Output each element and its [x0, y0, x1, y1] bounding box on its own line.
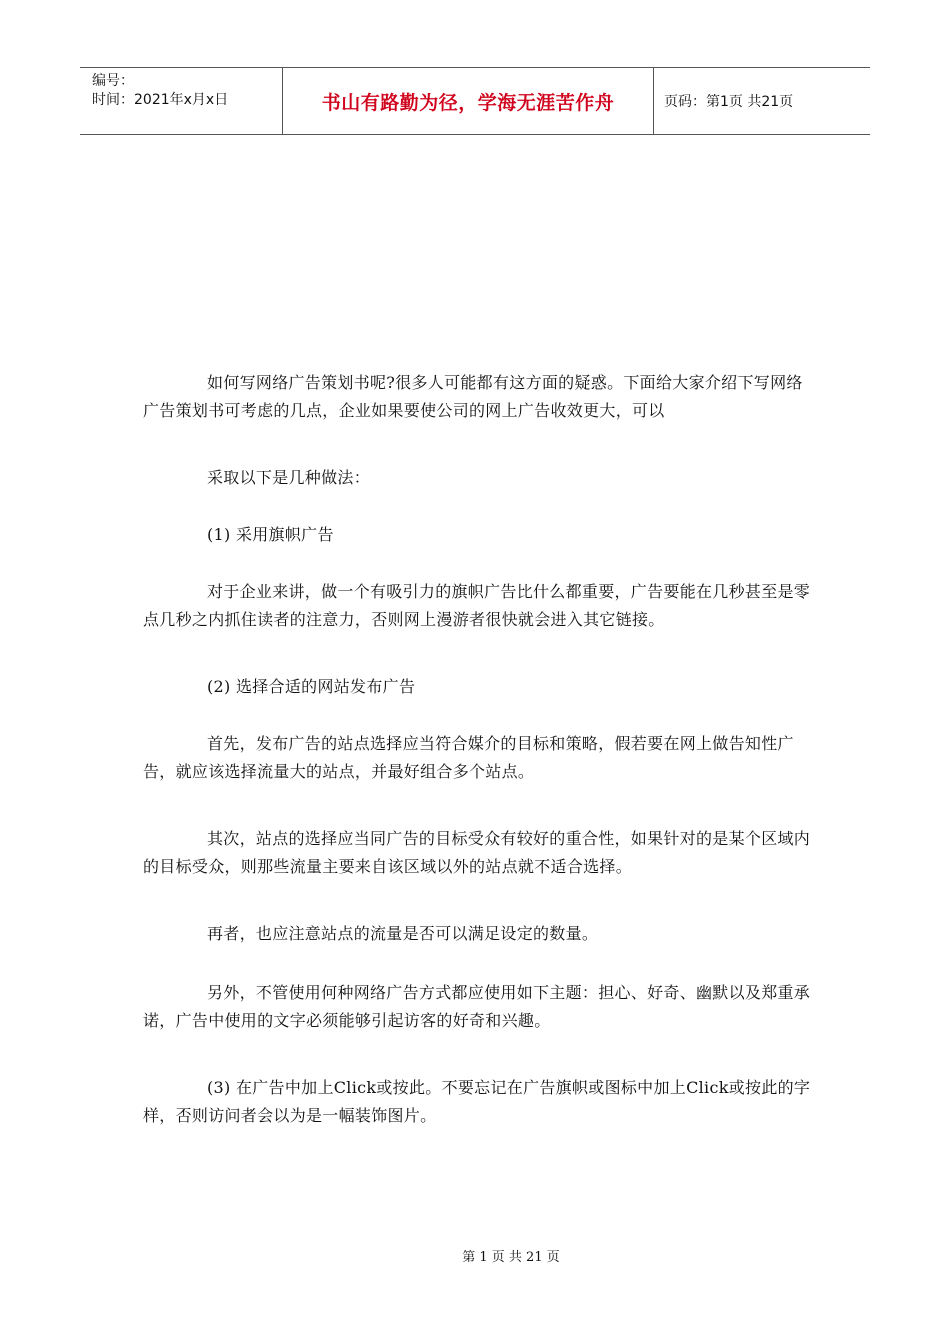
header-motto: 书山有路勤为径，学海无涯苦作舟 [282, 68, 654, 134]
time-label: 时间：2021年x月x日 [92, 92, 229, 108]
section-heading-1: (1) 采用旗帜广告 [207, 525, 334, 544]
header-page-info: 页码：第1页 共21页 [664, 94, 794, 110]
number-label: 编号： [92, 73, 134, 89]
section-heading-2: (2) 选择合适的网站发布广告 [207, 677, 416, 696]
paragraph-intro: 如何写网络广告策划书呢?很多人可能都有这方面的疑惑。下面给大家介绍下写网络广告策划书可考虑的几点，企业如果要使公司的网上广告收效更大，可以 [143, 373, 803, 420]
paragraph-banner-ads: 对于企业来讲，做一个有吸引力的旗帜广告比什么都重要，广告要能在几秒甚至是零点几秒之内抓住读者的注意力，否则网上漫游者很快就会进入其它链接。 [143, 582, 811, 629]
section-heading-3: (3) 在广告中加上Click或按此。不要忘记在广告旗帜或图标中加上Click或按此的字样，否则访问者会以为是一幅装饰图片。 [143, 1078, 811, 1125]
document-header [80, 67, 870, 135]
paragraph-methods-intro: 采取以下是几种做法： [207, 468, 371, 487]
page-footer: 第 1 页 共 21 页 [462, 1250, 560, 1265]
paragraph-also: 另外，不管使用何种网络广告方式都应使用如下主题：担心、好奇、幽默以及郑重承诺，广告中使用的文字必须能够引起访客的好奇和兴趣。 [143, 983, 811, 1030]
header-meta-cell [80, 68, 282, 134]
paragraph-third: 再者，也应注意站点的流量是否可以满足设定的数量。 [207, 924, 599, 943]
paragraph-second: 其次，站点的选择应当同广告的目标受众有较好的重合性，如果针对的是某个区域内的目标受众，则那些流量主要来自该区域以外的站点就不适合选择。 [143, 829, 811, 876]
paragraph-first: 首先，发布广告的站点选择应当符合媒介的目标和策略，假若要在网上做告知性广告，就应该选择流量大的站点，并最好组合多个站点。 [143, 734, 794, 781]
